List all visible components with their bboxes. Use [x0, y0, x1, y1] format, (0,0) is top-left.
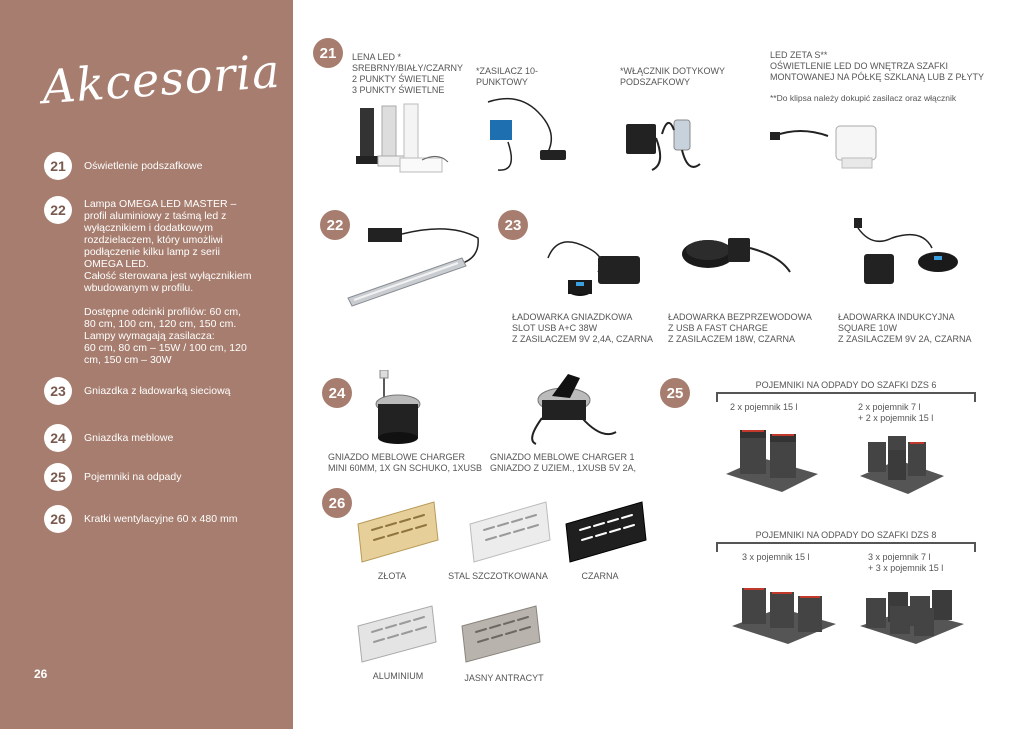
sidebar-item-22	[44, 196, 254, 366]
sidebar-item-label: Oświetlenie podszafkowe	[84, 160, 203, 172]
led-zeta-image	[770, 118, 890, 180]
dzs8-title: POJEMNIKI NA ODPADY DO SZAFKI DZS 8	[755, 530, 937, 540]
caption-kratka-zlota: ZŁOTA	[377, 571, 407, 581]
dzs6-bracket	[716, 392, 976, 402]
caption-wlacznik: *WŁĄCZNIK DOTYKOWY PODSZAFKOWY	[620, 66, 726, 87]
sidebar-item-extra: Dostępne odcinki profilów: 60 cm, 80 cm, 100 cm, 120 cm, 150 cm. Lampy wymagają zasilacza: 60 cm, 80 cm – 15W / 100 cm, 120 cm, 150 cm – 30W	[84, 306, 247, 366]
section-badge-26: 26	[322, 488, 352, 518]
dzs8-caption-b: 3 x pojemnik 7 l + 3 x pojemnik 15 l	[868, 552, 944, 573]
caption-ladowarka-gniazdkowa: ŁADOWARKA GNIAZDKOWA SLOT USB A+C 38W Z ZASILACZEM 9V 2,4A, CZARNA	[512, 312, 654, 344]
sidebar-item-26	[44, 505, 254, 533]
section-badge-22: 22	[320, 210, 350, 240]
kratka-zlota-image	[352, 494, 442, 568]
zasilacz-image	[478, 92, 578, 177]
sidebar-item-25	[44, 463, 254, 491]
caption-kratka-czarna: CZARNA	[581, 571, 619, 581]
caption-ladowarka-indukcyjna: ŁADOWARKA INDUKCYJNA SQUARE 10W Z ZASILACZEM 9V 2A, CZARNA	[838, 312, 972, 344]
caption-lena-led: LENA LED * SREBRNY/BIAŁY/CZARNY 2 PUNKTY ŚWIETLNE 3 PUNKTY ŚWIETLNE	[352, 52, 464, 95]
sidebar-item-label: Lampa OMEGA LED MASTER – profil aluminiowy z taśmą led z wyłącznikiem i dodatkowym rozdzielaczem, który umożliwi podłączenie kilku lamp z serii OMEGA LED. Całość sterowana jest wyłącznikiem wbudowanym w profilu.	[84, 198, 252, 294]
caption-kratka-aluminium: ALUMINIUM	[372, 671, 424, 681]
kratka-aluminium-image	[352, 600, 438, 668]
dzs6-bins-2x15-image	[722, 424, 822, 496]
caption-ladowarka-bezprzewodowa: ŁADOWARKA BEZPRZEWODOWA Z USB A FAST CHARGE Z ZASILACZEM 18W, CZARNA	[668, 312, 812, 344]
sidebar-item-number: 25	[44, 463, 72, 491]
caption-zasilacz: *ZASILACZ 10- PUNKTOWY	[476, 66, 539, 87]
gniazdo-charger-mini-image	[368, 370, 438, 448]
sidebar-item-23	[44, 377, 254, 405]
sidebar-item-label: Gniazdka meblowe	[84, 432, 174, 444]
dzs8-caption-a: 3 x pojemnik 15 l	[742, 552, 810, 562]
wlacznik-image	[622, 104, 712, 176]
dzs8-bracket	[716, 542, 976, 552]
gniazdo-charger-1-image	[522, 370, 622, 450]
caption-kratka-antracyt: JASNY ANTRACYT	[464, 673, 544, 683]
page-title: Akcesoria	[40, 43, 283, 115]
section-badge-25: 25	[660, 378, 690, 408]
lena-led-lamps-image	[352, 100, 452, 182]
kratka-stal-image	[464, 494, 554, 568]
page-number: 26	[34, 667, 48, 681]
dzs8-bins-mixed-image	[858, 584, 968, 648]
dzs6-caption-b: 2 x pojemnik 7 l + 2 x pojemnik 15 l	[858, 402, 934, 423]
sidebar-item-number: 21	[44, 152, 72, 180]
kratka-antracyt-image	[456, 600, 542, 668]
section-badge-23: 23	[498, 210, 528, 240]
sidebar	[0, 0, 293, 729]
caption-zeta-note: **Do klipsa należy dokupić zasilacz oraz włącznik	[770, 93, 957, 103]
sidebar-item-label: Gniazdka z ładowarką sieciową	[84, 385, 231, 397]
dzs8-bins-3x15-image	[730, 580, 840, 648]
sidebar-item-label: Pojemniki na odpady	[84, 471, 182, 483]
sidebar-item-24	[44, 424, 254, 452]
sidebar-item-number: 24	[44, 424, 72, 452]
ladowarka-bezprzewodowa-image	[680, 232, 800, 296]
ladowarka-gniazdkowa-image	[538, 228, 648, 308]
caption-led-zeta: LED ZETA S** OŚWIETLENIE LED DO WNĘTRZA SZAFKI MONTOWANEJ NA PÓŁKĘ SZKLANĄ LUB Z PŁYTY	[770, 50, 985, 82]
dzs6-title: POJEMNIKI NA ODPADY DO SZAFKI DZS 6	[755, 380, 937, 390]
sidebar-item-number: 23	[44, 377, 72, 405]
kratka-czarna-image	[560, 494, 650, 568]
sidebar-item-number: 22	[44, 196, 72, 224]
sidebar-item-number: 26	[44, 505, 72, 533]
dzs6-caption-a: 2 x pojemnik 15 l	[730, 402, 798, 412]
caption-gniazdo-charger-mini: GNIAZDO MEBLOWE CHARGER MINI 60MM, 1X GN SCHUKO, 1XUSB	[328, 452, 483, 473]
caption-kratka-stal: STAL SZCZOTKOWANA	[448, 571, 548, 581]
ladowarka-indukcyjna-image	[852, 218, 962, 298]
sidebar-item-label: Kratki wentylacyjne 60 x 480 mm	[84, 513, 238, 525]
section-badge-24: 24	[322, 378, 352, 408]
omega-led-master-image	[340, 218, 490, 310]
section-badge-21: 21	[313, 38, 343, 68]
dzs6-bins-mixed-image	[858, 430, 948, 498]
caption-gniazdo-charger-1: GNIAZDO MEBLOWE CHARGER 1 GNIAZDO Z UZIEM., 1XUSB 5V 2A,	[490, 452, 637, 473]
sidebar-item-21	[44, 152, 254, 180]
